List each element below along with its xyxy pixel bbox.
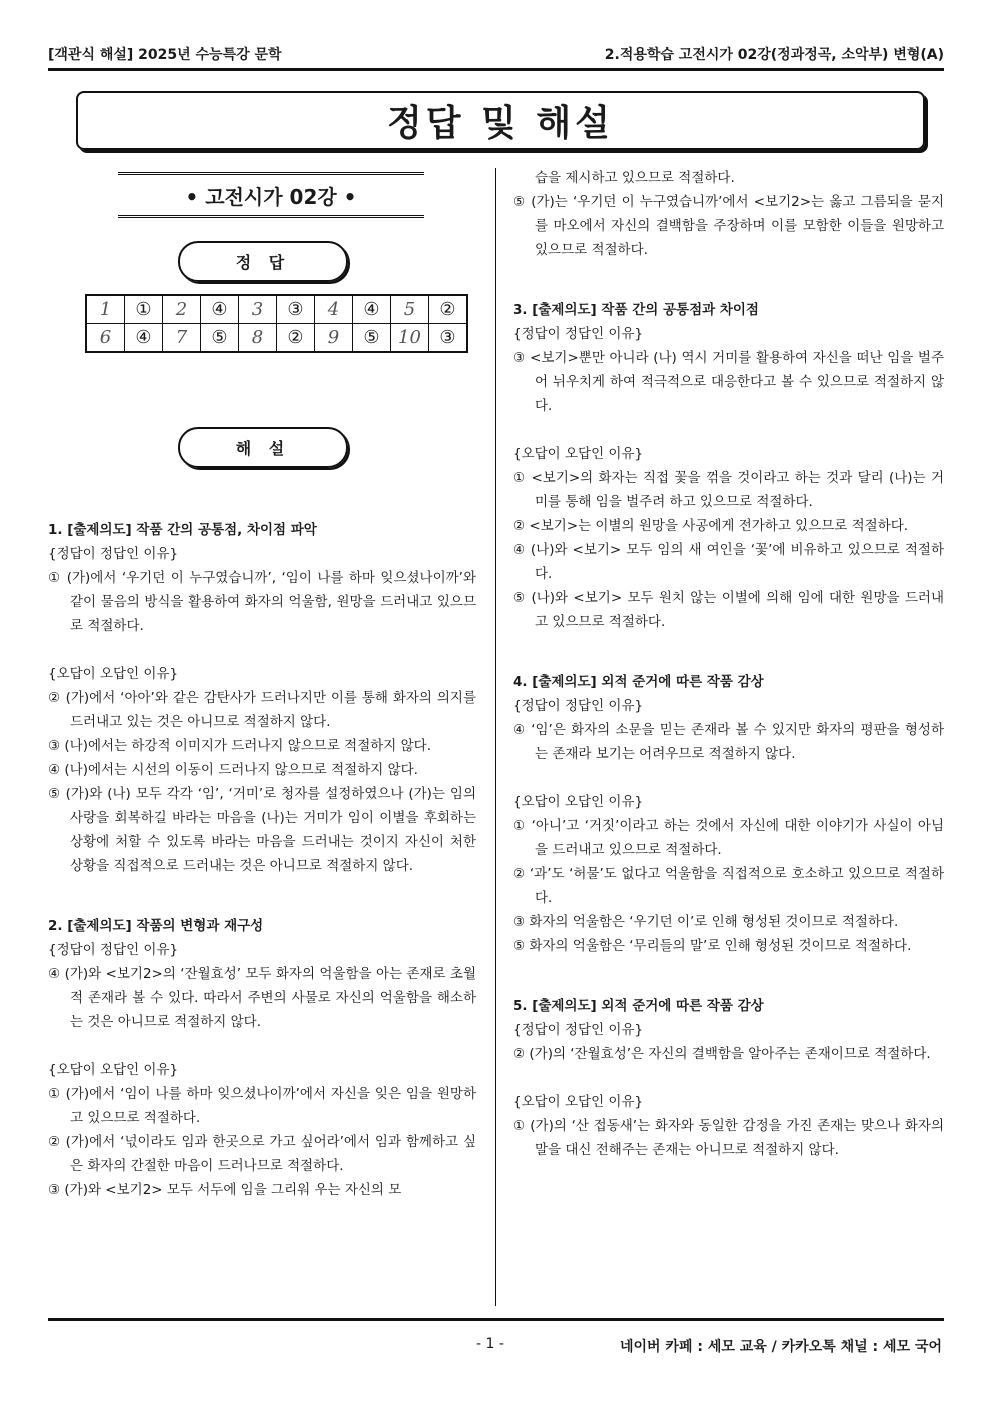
- q5-correct-label: {정답이 정답인 이유}: [513, 1022, 644, 1038]
- q4-wrong-label: {오답이 오답인 이유}: [513, 794, 644, 810]
- answer-question-number: 5: [391, 295, 429, 324]
- q2-wrong-list: [48, 1082, 476, 1202]
- q1-correct-label: {정답이 정답인 이유}: [48, 546, 179, 562]
- q4-correct-label: {정답이 정답인 이유}: [513, 698, 644, 714]
- q2-continued-line: 습을 제시하고 있으므로 적절하다.: [535, 170, 735, 186]
- answer-choice: ②: [429, 295, 468, 324]
- page-number: - 1 -: [476, 1336, 504, 1352]
- answer-question-number: 7: [163, 324, 201, 353]
- page-title: 정답 및 해설: [76, 91, 925, 150]
- explanation-item: ② ‘과’도 ‘허물’도 없다고 억울함을 직접적으로 호소하고 있으므로 적절하다.: [513, 866, 944, 906]
- explanation-item: ② (가)의 ‘잔월효성’은 자신의 결백함을 알아주는 존재이므로 적절하다.: [513, 1046, 931, 1062]
- left-column: [48, 518, 476, 1202]
- answer-choice: ④: [353, 295, 391, 324]
- footer-rule: [48, 1318, 944, 1321]
- explanation-item: ② (가)에서 ‘넋이라도 임과 한곳으로 가고 싶어라’에서 임과 함께하고 싶은 화자의 간절한 마음이 드러나므로 적절하다.: [48, 1134, 476, 1174]
- answer-choice: ⑤: [353, 324, 391, 353]
- answer-choice: ③: [277, 295, 315, 324]
- explanation-item: ④ (가)와 <보기2>의 ‘잔월효성’ 모두 화자의 억울함을 아는 존재로 초월적 존재라 볼 수 있다. 따라서 주변의 사물로 자신의 억울함을 해소하는 것은 아니므로 적절하지 않다.: [48, 966, 476, 1030]
- footer-channel-text: 네이버 카페 : 세모 교육 / 카카오톡 채널 : 세모 국어: [619, 1339, 942, 1355]
- q3-correct-list: [513, 346, 944, 418]
- answer-question-number: 8: [239, 324, 277, 353]
- answer-question-number: 1: [86, 295, 125, 324]
- q3-heading: 3. [출제의도] 작품 간의 공통점과 차이점: [513, 302, 759, 318]
- column-divider: [495, 168, 496, 1306]
- answer-choice: ④: [125, 324, 163, 353]
- explanation-item: ⑤ (나)와 <보기> 모두 원치 않는 이별에 의해 임에 대한 원망을 드러내고 있으므로 적절하다.: [513, 590, 944, 630]
- explanation-item: ⑤ (가)와 (나) 모두 각각 ‘임’, ‘거미’로 청자를 설정하였으나 (가)는 임의 사랑을 회복하길 바라는 마음을 (나)는 거미가 임이 이별을 후회하는 상황에 처할 수 있도록 바라는 마음을 드러내는 것이지 자신이 처한 상황을 직접적으로 드러내는 것은 아니므로 적절하지 않다.: [48, 786, 476, 874]
- q1-heading: 1. [출제의도] 작품 간의 공통점, 차이점 파악: [48, 522, 317, 538]
- explanation-item: ② <보기>는 이별의 원망을 사공에게 전가하고 있으므로 적절하다.: [513, 518, 909, 534]
- q2-wrong-item-5: ⑤ (가)는 ‘우기던 이 누구였습니까’에서 <보기2>는 옳고 그름되을 묻지를 마오에서 자신의 결백함을 주장하며 이를 모함한 이들을 원망하고 있으므로 적절하다.: [513, 194, 944, 258]
- answer-choice: ④: [201, 295, 239, 324]
- answer-choice: ②: [277, 324, 315, 353]
- answer-row: [86, 295, 467, 324]
- answer-label: 정 답: [178, 241, 348, 282]
- explain-label: 해 설: [178, 427, 348, 468]
- header-left-text: [객관식 해설] 2025년 수능특강 문학: [48, 47, 282, 63]
- explanation-item: ④ (나)와 <보기> 모두 임의 새 여인을 ‘꽃’에 비유하고 있으므로 적절하다.: [513, 542, 944, 582]
- q1-wrong-list: [48, 686, 476, 878]
- answer-question-number: 4: [315, 295, 353, 324]
- q5-heading: 5. [출제의도] 외적 준거에 따른 작품 감상: [513, 998, 764, 1014]
- q4-wrong-list: [513, 814, 944, 958]
- answer-choice: ①: [125, 295, 163, 324]
- q3-correct-label: {정답이 정답인 이유}: [513, 326, 644, 342]
- explanation-item: ③ (가)와 <보기2> 모두 서두에 임을 그리워 우는 자신의 모: [48, 1182, 402, 1198]
- answer-table: [85, 294, 468, 353]
- explanation-item: ① <보기>의 화자는 직접 꽃을 꺾을 것이라고 하는 것과 달리 (나)는 거미를 통해 임을 벌주려 하고 있으므로 적절하다.: [513, 470, 944, 510]
- header-right-text: 2.적용학습 고전시가 02강(정과정곡, 소악부) 변형(A): [604, 47, 944, 63]
- answer-question-number: 6: [86, 324, 125, 353]
- explanation-item: ③ 화자의 억울함은 ‘우기던 이’로 인해 형성된 것이므로 적절하다.: [513, 914, 899, 930]
- answer-question-number: 2: [163, 295, 201, 324]
- q4-heading: 4. [출제의도] 외적 준거에 따른 작품 감상: [513, 674, 764, 690]
- q3-wrong-list: [513, 466, 944, 634]
- explanation-item: ① (가)에서 ‘임이 나를 하마 잊으셨나이까’에서 자신을 잊은 임을 원망하고 있으므로 적절하다.: [48, 1086, 476, 1126]
- section-title: • 고전시가 02강 •: [118, 172, 424, 218]
- right-column: [513, 166, 944, 1162]
- q5-wrong-list: [513, 1114, 944, 1162]
- answer-row: [86, 324, 467, 353]
- answer-question-number: 9: [315, 324, 353, 353]
- answer-choice: ③: [429, 324, 468, 353]
- explanation-item: ① (가)에서 ‘우기던 이 누구였습니까’, ‘임이 나를 하마 잊으셨나이까’와 같이 물음의 방식을 활용하여 화자의 억울함, 원망을 드러내고 있으므로 적절하다.: [48, 570, 476, 634]
- q5-wrong-label: {오답이 오답인 이유}: [513, 1094, 644, 1110]
- q2-correct-list: [48, 962, 476, 1034]
- q2-correct-label: {정답이 정답인 이유}: [48, 942, 179, 958]
- q1-wrong-label: {오답이 오답인 이유}: [48, 666, 179, 682]
- header-rule: [48, 68, 944, 71]
- explanation-item: ② (가)에서 ‘아아’와 같은 감탄사가 드러나지만 이를 통해 화자의 의지를 드러내고 있는 것은 아니므로 적절하지 않다.: [48, 690, 476, 730]
- explanation-item: ① (가)의 ‘산 접동새’는 화자와 동일한 감정을 가진 존재는 맞으나 화자의 말을 대신 전해주는 존재는 아니므로 적절하지 않다.: [513, 1118, 944, 1158]
- explanation-item: ④ (나)에서는 시선의 이동이 드러나지 않으므로 적절하지 않다.: [48, 762, 418, 778]
- explanation-item: ④ ‘임’은 화자의 소문을 믿는 존재라 볼 수 있지만 화자의 평판을 형성하는 존재라 보기는 어려우므로 적절하지 않다.: [513, 722, 944, 762]
- q1-correct-list: [48, 566, 476, 638]
- explanation-item: ⑤ 화자의 억울함은 ‘무리들의 말’로 인해 형성된 것이므로 적절하다.: [513, 938, 912, 954]
- q3-wrong-label: {오답이 오답인 이유}: [513, 446, 644, 462]
- explanation-item: ③ (나)에서는 하강적 이미지가 드러나지 않으므로 적절하지 않다.: [48, 738, 431, 754]
- answer-question-number: 10: [391, 324, 429, 353]
- answer-choice: ⑤: [201, 324, 239, 353]
- explanation-item: ③ <보기>뿐만 아니라 (나) 역시 거미를 활용하여 자신을 떠난 임을 벌주어 뉘우치게 하여 적극적으로 대응한다고 볼 수 있으므로 적절하지 않다.: [513, 350, 944, 414]
- explanation-item: ① ‘아니’고 ‘거짓’이라고 하는 것에서 자신에 대한 이야기가 사실이 아님을 드러내고 있으므로 적절하다.: [513, 818, 944, 858]
- q5-correct-list: [513, 1042, 944, 1066]
- q2-wrong-label: {오답이 오답인 이유}: [48, 1062, 179, 1078]
- answer-question-number: 3: [239, 295, 277, 324]
- q2-heading: 2. [출제의도] 작품의 변형과 재구성: [48, 918, 264, 934]
- q4-correct-list: [513, 718, 944, 766]
